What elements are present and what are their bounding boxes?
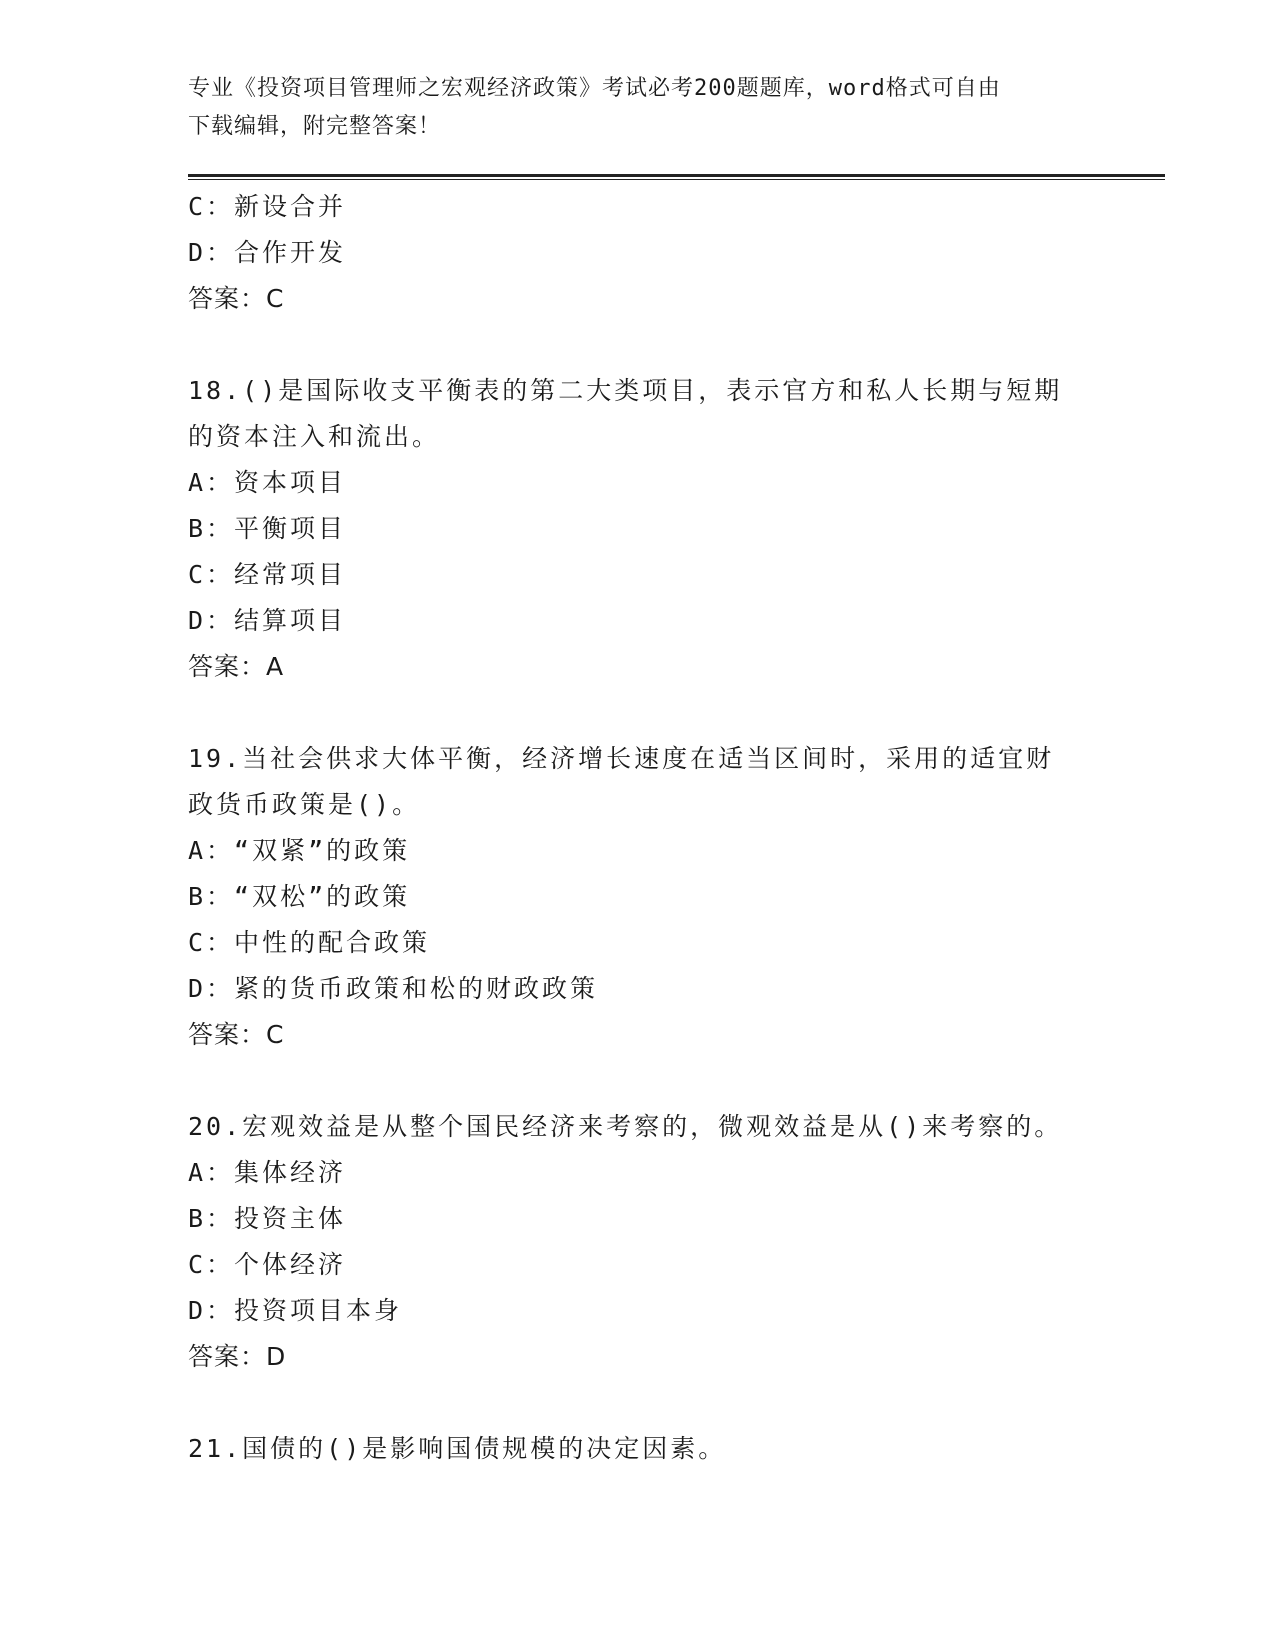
option-d: D：合作开发 <box>188 238 347 267</box>
answer: 答案：C <box>188 1020 285 1049</box>
option-d: D：紧的货币政策和松的财政政策 <box>188 974 599 1003</box>
header-divider <box>188 174 1165 180</box>
answer: 答案：D <box>188 1342 287 1371</box>
question-18 <box>188 368 1168 690</box>
document-page <box>188 70 1168 1472</box>
option-d: D：投资项目本身 <box>188 1296 403 1325</box>
answer: 答案：C <box>188 284 285 313</box>
question-stem-line-1: 21.国债的()是影响国债规模的决定因素。 <box>188 1434 727 1463</box>
option-c: C：个体经济 <box>188 1250 347 1279</box>
option-d: D：结算项目 <box>188 606 347 635</box>
question-stem-line-1: 18.()是国际收支平衡表的第二大类项目，表示官方和私人长期与短期 <box>188 376 1063 405</box>
document-header <box>188 70 1068 146</box>
option-b: B：平衡项目 <box>188 514 347 543</box>
option-c: C：中性的配合政策 <box>188 928 431 957</box>
question-stem-line-1: 20.宏观效益是从整个国民经济来考察的，微观效益是从()来考察的。 <box>188 1112 1063 1141</box>
previous-question-tail <box>188 184 1168 322</box>
option-c: C：新设合并 <box>188 192 347 221</box>
question-stem-line-2: 的资本注入和流出。 <box>188 422 441 451</box>
option-a: A：“双紧”的政策 <box>188 836 411 865</box>
question-stem-line-1: 19.当社会供求大体平衡，经济增长速度在适当区间时，采用的适宜财 <box>188 744 1055 773</box>
header-line-1: 专业《投资项目管理师之宏观经济政策》考试必考200题题库，word格式可自由 <box>188 76 1001 101</box>
question-stem-line-2: 政货币政策是()。 <box>188 790 421 819</box>
option-b: B：投资主体 <box>188 1204 347 1233</box>
answer: 答案：A <box>188 652 285 681</box>
option-b: B：“双松”的政策 <box>188 882 411 911</box>
question-20 <box>188 1104 1168 1380</box>
option-a: A：集体经济 <box>188 1158 347 1187</box>
question-21 <box>188 1426 1168 1472</box>
header-line-2: 下载编辑，附完整答案！ <box>188 114 442 139</box>
option-a: A：资本项目 <box>188 468 347 497</box>
option-c: C：经常项目 <box>188 560 347 589</box>
question-19 <box>188 736 1168 1058</box>
